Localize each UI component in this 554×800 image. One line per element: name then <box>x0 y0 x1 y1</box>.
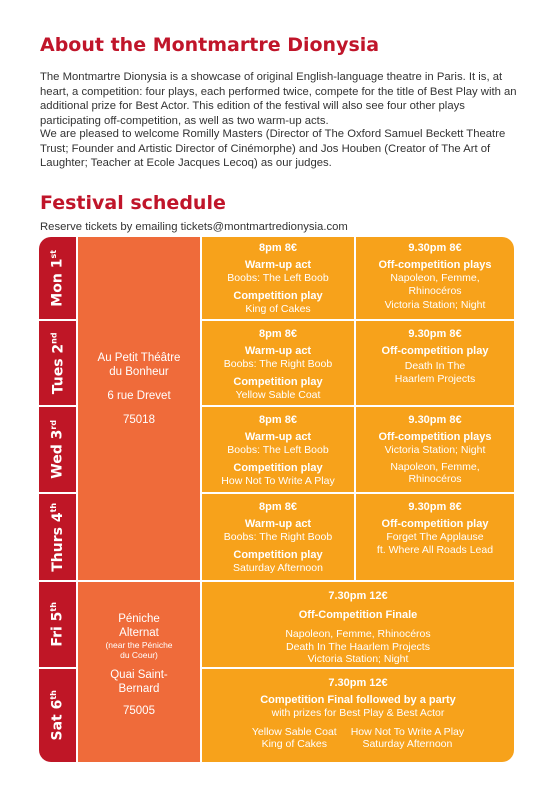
warmup-label: Warm-up act <box>244 431 312 443</box>
about-heading: About the Montmartre Dionysia <box>40 34 380 56</box>
venue-name-line-2: Alternat <box>119 627 159 639</box>
venue-street: 6 rue Drevet <box>107 390 171 402</box>
venue-name-line-1: Au Petit Théâtre <box>97 352 181 364</box>
day-label-fri: Fri 5th <box>39 582 76 667</box>
warmup-title: Boobs: The Right Boob <box>223 531 333 543</box>
off-competition-label: Off-competition play <box>381 518 489 530</box>
slot-time: 8pm 8€ <box>259 242 297 254</box>
venue-peniche-alternat <box>78 582 200 762</box>
competition-label: Competition play <box>233 461 323 474</box>
competition-label: Competition play <box>233 375 323 388</box>
off-competition-title: Forget The Applause <box>386 531 484 543</box>
tue-8pm-slot <box>202 321 354 405</box>
wed-930pm-slot <box>356 407 514 492</box>
final-play: Saturday Afternoon <box>362 738 453 750</box>
day-label-tue: Tues 2nd <box>39 321 76 405</box>
venue-petit-theatre <box>78 237 200 580</box>
venue-note-line-1: (near the Péniche <box>105 640 173 650</box>
final-plays <box>202 726 514 751</box>
finale-play: Victoria Station; Night <box>307 653 409 665</box>
schedule-heading: Festival schedule <box>40 192 226 214</box>
warmup-label: Warm-up act <box>244 518 312 530</box>
fri-finale-slot <box>202 582 514 667</box>
day-label-mon: Mon 1st <box>39 237 76 319</box>
finale-play: Death In The Haarlem Projects <box>286 640 430 653</box>
venue-postcode: 75018 <box>123 414 155 426</box>
warmup-label: Warm-up act <box>244 345 312 357</box>
final-subtitle: with prizes for Best Play & Best Actor <box>271 707 445 719</box>
off-competition-label: Off-competition plays <box>378 259 492 271</box>
warmup-label: Warm-up act <box>244 259 312 271</box>
slot-time: 9.30pm 8€ <box>408 242 462 254</box>
venue-street-line-2: Bernard <box>118 683 160 695</box>
finale-label: Off-Competition Finale <box>298 609 418 621</box>
off-competition-title: Rhinocéros <box>408 284 462 297</box>
tue-930pm-slot <box>356 321 514 405</box>
sat-final-slot <box>202 669 514 762</box>
slot-time: 9.30pm 8€ <box>408 501 462 513</box>
competition-label: Competition play <box>233 548 323 561</box>
off-competition-title: Napoleon, Femme, <box>390 272 480 284</box>
mon-8pm-slot <box>202 237 354 319</box>
finale-play: Napoleon, Femme, Rhinocéros <box>285 628 431 640</box>
slot-time: 9.30pm 8€ <box>408 414 462 426</box>
slot-time: 8pm 8€ <box>259 414 297 426</box>
warmup-title: Boobs: The Left Boob <box>227 272 329 284</box>
competition-title: Yellow Sable Coat <box>235 388 321 401</box>
venue-name-line-1: Péniche <box>118 613 160 625</box>
reserve-tickets-note: Reserve tickets by emailing tickets@montmartredionysia.com <box>40 221 348 233</box>
warmup-title: Boobs: The Right Boob <box>223 358 333 370</box>
warmup-title: Boobs: The Left Boob <box>227 444 329 456</box>
off-competition-label: Off-competition plays <box>378 431 492 443</box>
about-paragraph-2: We are pleased to welcome Romilly Masters (Director of The Oxford Samuel Beckett Theatre Trust; Founder and Artistic Director of Cinémorphe) and Jos Houben (Creator of The Art of Laughter; Teacher at Ecole Jacques Lecoq) as our judges. <box>40 128 506 169</box>
off-competition-label: Off-competition play <box>381 345 489 357</box>
final-play: King of Cakes <box>261 738 327 750</box>
day-label-sat: Sat 6th <box>39 669 76 762</box>
off-competition-title: Victoria Station; Night <box>384 444 486 456</box>
venue-note-line-2: du Coeur) <box>120 650 158 660</box>
about-paragraph-1: The Montmartre Dionysia is a showcase of original English-language theatre in Paris. It is, at heart, a competition: four plays, each performed twice, compete for the title of Best Play with an additional prize for Best Actor. This edition of the festival will also see four other plays participating off-competition, as well as two warm-up acts. <box>40 71 517 127</box>
competition-title: How Not To Write A Play <box>221 474 335 487</box>
slot-time: 7.30pm 12€ <box>328 590 388 602</box>
slot-time: 9.30pm 8€ <box>408 328 462 340</box>
final-play: How Not To Write A Play <box>350 725 465 738</box>
off-competition-title: Death In The <box>404 360 466 372</box>
venue-name-line-2: du Bonheur <box>109 366 169 378</box>
slot-time: 8pm 8€ <box>259 501 297 513</box>
final-play: Yellow Sable Coat <box>251 725 337 738</box>
off-competition-title: Rhinocéros <box>408 473 462 485</box>
venue-street-line-1: Quai Saint- <box>110 669 168 681</box>
mon-930pm-slot <box>356 237 514 319</box>
competition-label: Competition play <box>233 289 323 302</box>
slot-time: 8pm 8€ <box>259 328 297 340</box>
off-competition-title: Haarlem Projects <box>394 372 476 385</box>
thu-8pm-slot <box>202 494 354 580</box>
competition-title: Saturday Afternoon <box>233 561 323 574</box>
off-competition-title: ft. Where All Roads Lead <box>376 543 494 556</box>
slot-time: 7.30pm 12€ <box>328 677 388 689</box>
off-competition-title: Napoleon, Femme, <box>390 460 480 473</box>
day-label-thu: Thurs 4th <box>39 494 76 580</box>
final-label: Competition Final followed by a party <box>260 694 456 706</box>
venue-postcode: 75005 <box>123 705 155 717</box>
wed-8pm-slot <box>202 407 354 492</box>
day-label-wed: Wed 3rd <box>39 407 76 492</box>
competition-title: King of Cakes <box>245 302 311 315</box>
off-competition-title: Victoria Station; Night <box>384 299 486 311</box>
thu-930pm-slot <box>356 494 514 580</box>
